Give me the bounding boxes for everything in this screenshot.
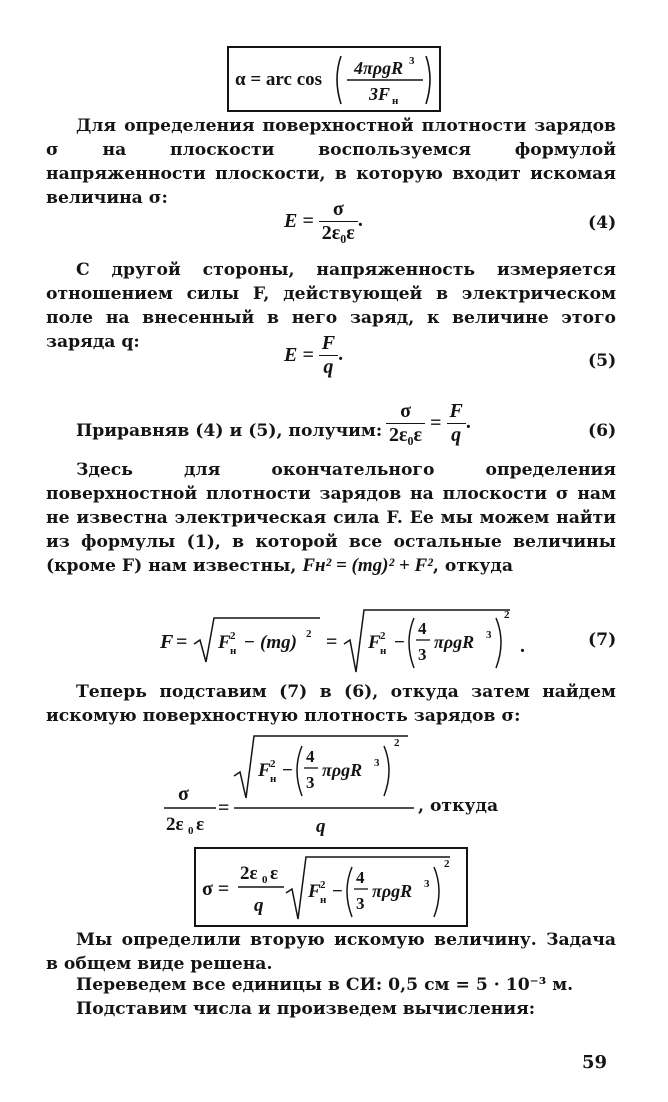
svg-text:−: −	[282, 760, 293, 781]
equation-8	[158, 732, 458, 842]
equation-8-tail: , откуда	[418, 796, 499, 816]
svg-text:−: −	[244, 632, 255, 653]
equation-6-tag: (6)	[588, 421, 617, 441]
equation-5: E = $\frac{F}{q}$ .	[284, 332, 344, 378]
formula-fn-squared: Fн² = (mg)² + F²	[302, 555, 433, 576]
svg-text:4: 4	[306, 747, 315, 766]
svg-text:(mg): (mg)	[260, 632, 297, 653]
svg-text:2ε: 2ε	[166, 814, 184, 835]
svg-text:2: 2	[504, 609, 510, 621]
boxed-formula-alpha	[227, 46, 441, 112]
svg-text:2: 2	[320, 879, 326, 891]
paragraph-7: Подставим числа и произведем вычисления:	[76, 999, 536, 1019]
paragraph-3: Здесь для окончательного определения поверхностной плотности зарядов на плоскости σ нам не известна электрическая сила F. Ее мы можем найти из формулы (1), в которой все остальные величины (кроме F) нам известны, Fн² = (mg)² + F², откуда	[46, 460, 616, 576]
paragraph-1: Для определения поверхностной плотности зарядов σ на плоскости воспользуемся формулой напряженности плоскости, в которую входит искомая величина σ:	[46, 116, 616, 208]
paragraph-6: Переведем все единицы в СИ: 0,5 см = 5 · 10⁻³ м.	[76, 975, 574, 995]
svg-text:3: 3	[409, 55, 415, 67]
svg-text:.: .	[520, 635, 525, 657]
svg-text:−: −	[332, 881, 343, 902]
svg-text:F: F	[308, 881, 321, 902]
equation-6-text: Приравняв (4) и (5), получим:	[76, 421, 383, 441]
equation-6: $\frac{\sigma}{\text{2ε₀ε}}$ = $\frac{F}{q}$ .	[386, 400, 471, 447]
paragraph-2: С другой стороны, напряженность измеряется отношением силы F, действующей в электрическом поле на внесенный в него заряд, к величине этого заряда q:	[46, 260, 616, 352]
svg-text:н: н	[380, 645, 387, 657]
svg-text:2: 2	[444, 858, 450, 870]
svg-text:3: 3	[306, 773, 315, 792]
svg-text:ε: ε	[196, 814, 205, 835]
equation-5-tag: (5)	[588, 351, 617, 371]
svg-text:3: 3	[374, 757, 380, 769]
equation-7	[160, 604, 560, 684]
equation-7-tag: (7)	[588, 630, 617, 650]
svg-text:3F: 3F	[369, 84, 391, 104]
svg-text:н: н	[392, 95, 399, 107]
equation-9-svg	[196, 849, 466, 925]
svg-text:πρgR: πρgR	[434, 632, 475, 652]
equation-8-svg	[158, 732, 458, 838]
page-number: 59	[582, 1052, 608, 1073]
svg-text:н: н	[270, 773, 277, 785]
svg-text:3: 3	[418, 645, 427, 664]
svg-text:=: =	[176, 631, 188, 653]
svg-text:н: н	[320, 894, 327, 906]
svg-text:н: н	[230, 645, 237, 657]
svg-text:0: 0	[188, 825, 194, 837]
svg-text:2: 2	[394, 737, 400, 749]
svg-text:0: 0	[262, 874, 268, 886]
svg-text:F: F	[258, 760, 271, 781]
svg-text:σ =: σ =	[202, 878, 230, 900]
svg-text:ε: ε	[270, 863, 279, 884]
svg-text:α = arc cos: α = arc cos	[235, 69, 323, 90]
svg-text:=: =	[326, 631, 338, 653]
boxed-formula-sigma	[194, 847, 468, 927]
svg-text:2ε: 2ε	[240, 863, 258, 884]
formula-alpha-svg	[229, 48, 439, 110]
paragraph-4: Теперь подставим (7) в (6), откуда затем найдем искомую поверхностную плотность зарядов σ:	[46, 682, 616, 726]
svg-text:2: 2	[306, 628, 312, 640]
svg-text:q: q	[254, 895, 264, 916]
svg-text:σ: σ	[178, 783, 189, 805]
equation-4-tag: (4)	[588, 213, 617, 233]
equation-4: E = $\frac{\sigma}{\text{2ε₀ε}}$ .	[284, 198, 363, 244]
svg-text:F: F	[368, 632, 381, 653]
svg-text:πρgR: πρgR	[322, 760, 363, 780]
svg-text:4: 4	[356, 868, 365, 887]
svg-text:2: 2	[380, 630, 386, 642]
svg-text:=: =	[218, 797, 230, 819]
svg-text:2: 2	[230, 630, 236, 642]
svg-text:3: 3	[424, 878, 430, 890]
svg-text:πρgR: πρgR	[372, 881, 413, 901]
svg-text:2: 2	[270, 758, 276, 770]
paragraph-5: Мы определили вторую искомую величину. Задача в общем виде решена.	[46, 930, 616, 974]
svg-text:F: F	[218, 632, 231, 653]
svg-text:q: q	[316, 816, 326, 837]
svg-text:3: 3	[486, 629, 492, 641]
svg-text:3: 3	[356, 894, 365, 913]
equation-7-svg	[160, 604, 560, 680]
svg-text:4πρgR: 4πρgR	[354, 58, 404, 78]
svg-text:4: 4	[418, 619, 427, 638]
svg-text:−: −	[394, 632, 405, 653]
svg-text:F: F	[160, 631, 174, 653]
